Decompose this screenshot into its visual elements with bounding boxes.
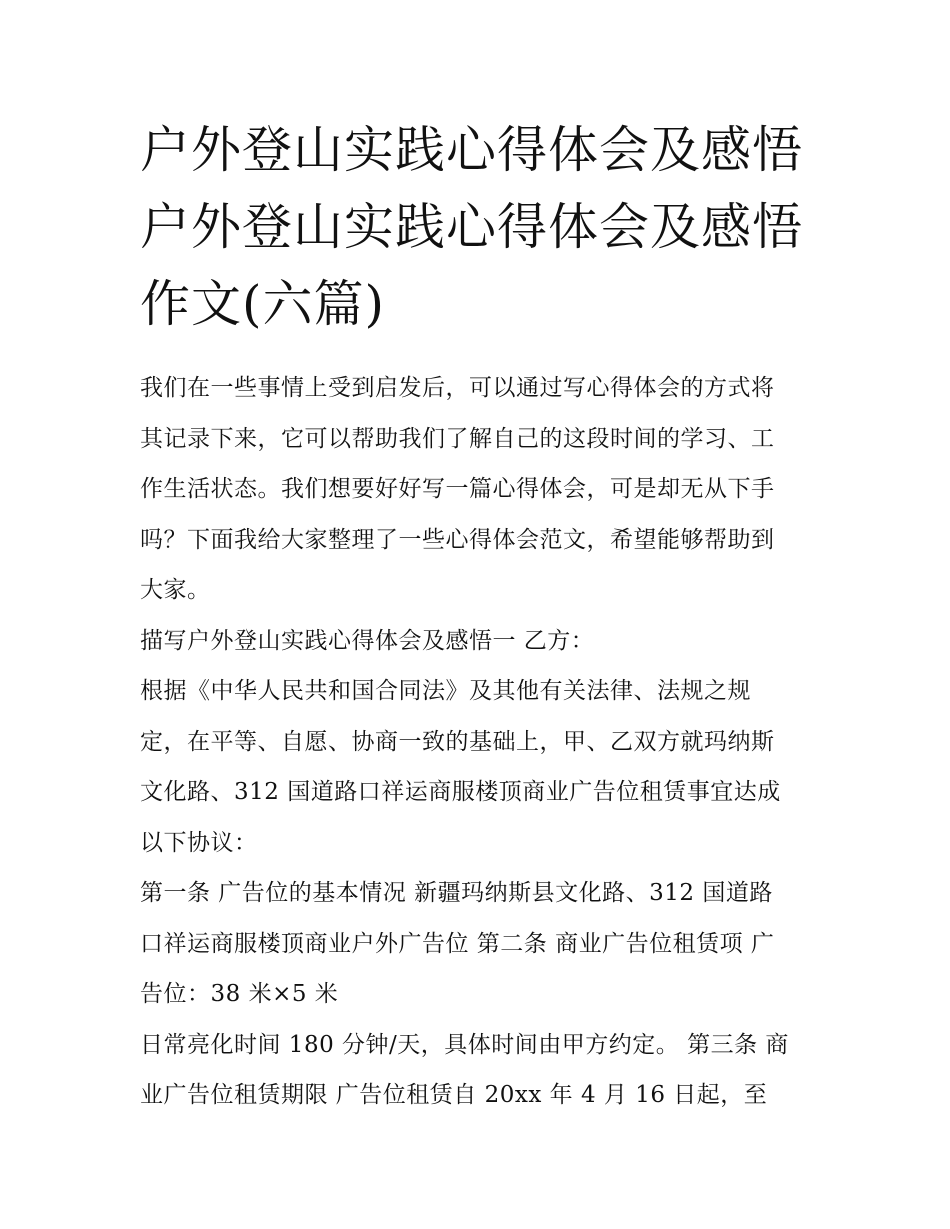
document-body (140, 363, 820, 1121)
text-line: 告位：38 米×5 米 (140, 981, 339, 1007)
text-line: 描写户外登山实践心得体会及感悟一 乙方： (140, 627, 595, 654)
text-line: 我们在一些事情上受到启发后，可以通过写心得体会的方式将 (140, 375, 775, 401)
text-line: 作生活状态。我们想要好好写一篇心得体会，可是却无从下手 (140, 476, 775, 502)
text-line: 日常亮化时间 180 分钟/天，具体时间由甲方约定。 第三条 商 (140, 1031, 789, 1058)
agreement-paragraph (140, 666, 820, 868)
section-heading-paragraph (140, 616, 820, 667)
intro-paragraph (140, 363, 820, 616)
text-line: 根据《中华人民共和国合同法》及其他有关法律、法规之规 (140, 678, 751, 704)
title-line: 作文(六篇) (140, 275, 386, 333)
document-page (140, 112, 820, 1121)
document-title (140, 112, 820, 343)
title-line: 户外登山实践心得体会及感悟 (140, 198, 803, 256)
text-line: 吗？下面我给大家整理了一些心得体会范文，希望能够帮助到 (140, 526, 775, 553)
text-line: 大家。 (140, 577, 211, 603)
text-line: 定，在平等、自愿、协商一致的基础上，甲、乙双方就玛纳斯 (140, 728, 775, 755)
text-line: 第一条 广告位的基本情况 新疆玛纳斯县文化路、312 国道路 (140, 880, 773, 906)
article-one-paragraph (140, 868, 820, 1020)
lighting-paragraph (140, 1020, 820, 1121)
text-line: 文化路、312 国道路口祥运商服楼顶商业广告位租赁事宜达成 (140, 779, 781, 805)
text-line: 其记录下来，它可以帮助我们了解自己的这段时间的学习、工 (140, 425, 775, 452)
text-line: 口祥运商服楼顶商业户外广告位 第二条 商业广告位租赁项 广 (140, 930, 775, 957)
text-line: 业广告位租赁期限 广告位租赁自 20xx 年 4 月 16 日起，至 (140, 1082, 768, 1108)
title-line: 户外登山实践心得体会及感悟 (140, 121, 803, 179)
text-line: 以下协议： (140, 829, 258, 856)
